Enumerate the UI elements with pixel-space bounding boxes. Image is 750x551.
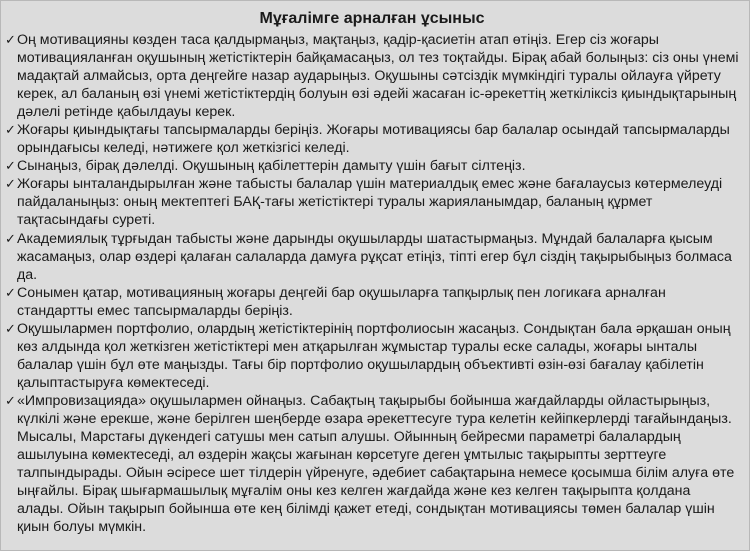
check-mark-icon: ✓ bbox=[5, 320, 16, 336]
list-item bbox=[5, 121, 739, 157]
list-item bbox=[5, 230, 739, 284]
check-mark-icon: ✓ bbox=[5, 230, 16, 246]
list-item-text: Сынаңыз, бірақ дәлелді. Оқушының қабілеттерін дамыту үшін бағыт сілтеңіз. bbox=[17, 158, 526, 175]
check-mark-icon: ✓ bbox=[5, 284, 16, 300]
list-item bbox=[5, 320, 739, 392]
list-item-text: Оң мотивацияны көзден таса қалдырмаңыз, мақтаңыз, қадір-қасиетін атап өтіңіз. Егер сіз жоғары мотивацияланған оқушының жетістіктерін байқамасаңыз, ол тез тоқтайды. Бірақ абай болыңыз: сіз оны үнемі мадақтай алмайсыз, орта деңгейге назар аударыңыз. Оқушыны сәтсіздік мүмкіндігі туралы ойлауға үйрету керек, ал баланың өзі үнемі жетістіктердің болуын өзі әдейі жасаған іс-әрекеттің жеткіліксіз қиындықтарының дәлелі ретінде қабылдауы керек. bbox=[17, 32, 739, 121]
list-item bbox=[5, 31, 739, 121]
list-item bbox=[5, 284, 739, 320]
list-item-text: Академиялық тұрғыдан табысты және дарынды оқушыларды шатастырмаңыз. Мұндай балаларға қысым жасамаңыз, олар өздері қалаған салаларда дамуға рұқсат етіңіз, тіпті егер бұл сіздің тақырыбыңыз болмаса да. bbox=[17, 230, 732, 283]
list-item-text: Жоғары ынталандырылған және табысты балалар үшін материалдық емес және бағалаусыз көтермелеуді пайдаланыңыз: оның мектептегі БАҚ-тағы жетістіктері туралы жарияланымдар, баланың құрмет тақтасындағы суреті. bbox=[17, 176, 723, 229]
list-item-text: Сонымен қатар, мотивацияның жоғары деңгейі бар оқушыларға тапқырлық пен логикаға арналған стандартты емес тапсырмаларды беріңіз. bbox=[17, 284, 666, 319]
check-mark-icon: ✓ bbox=[5, 392, 16, 408]
check-mark-icon: ✓ bbox=[5, 158, 16, 174]
list-item-text: «Импровизацияда» оқушылармен ойнаңыз. Сабақтың тақырыбы бойынша жағдайларды ойластырыңыз, күлкілі және ерекше, және берілген шеңберде өзара әрекеттесуге тура келетін кейіпкерлерді тағайындаңыз. Мысалы, Марстағы дүкендегі сатушы мен сатып алушы. Ойынның бейресми параметрі балалардың ашылуына көмектеседі, ал өздерін жақсы жағынан көрсетуге деген ұмтылыс тақырыпты зерттеуге талпындырады. Ойын әсіресе шет тілдерін үйренуге, әдебиет сабақтарына немесе қосымша білім алуға өте ыңғайлы. Бірақ шығармашылық мұғалім оны кез келген жағдайда және кез келген тақырыпта қолдана алады. Ойын тақырып бойынша өте кең білімді қажет етеді, сондықтан мотивациясы төмен балалар үшін қиын болуы мүмкін. bbox=[17, 392, 735, 536]
check-mark-icon: ✓ bbox=[5, 176, 16, 192]
list-item bbox=[5, 157, 739, 175]
list-item-text: Оқушылармен портфолио, олардың жетістіктерінің портфолиосын жасаңыз. Сондықтан бала әрқашан оның көз алдында қол жеткізген жетістіктері мен атқарылған жұмыстар туралы еске салады, жоғары ынталы балалар үшін бұл өте маңызды. Тағы бір портфолио оқушылардың объективті өзін-өзі бағалау қабілетін қалыптастыруға көмектеседі. bbox=[17, 320, 731, 391]
check-mark-icon: ✓ bbox=[5, 32, 16, 47]
page-title: Мұғалімге арналған ұсыныс bbox=[259, 10, 485, 27]
list-item bbox=[5, 392, 739, 536]
list-item-text: Жоғары қиындықтағы тапсырмаларды беріңіз. Жоғары мотивациясы бар балалар осындай тапсырмаларды орындағысы келеді, нәтижеге қол жеткізгісі келеді. bbox=[17, 122, 730, 157]
recommendation-list bbox=[5, 31, 739, 536]
check-mark-icon: ✓ bbox=[5, 122, 16, 138]
list-item bbox=[5, 175, 739, 229]
